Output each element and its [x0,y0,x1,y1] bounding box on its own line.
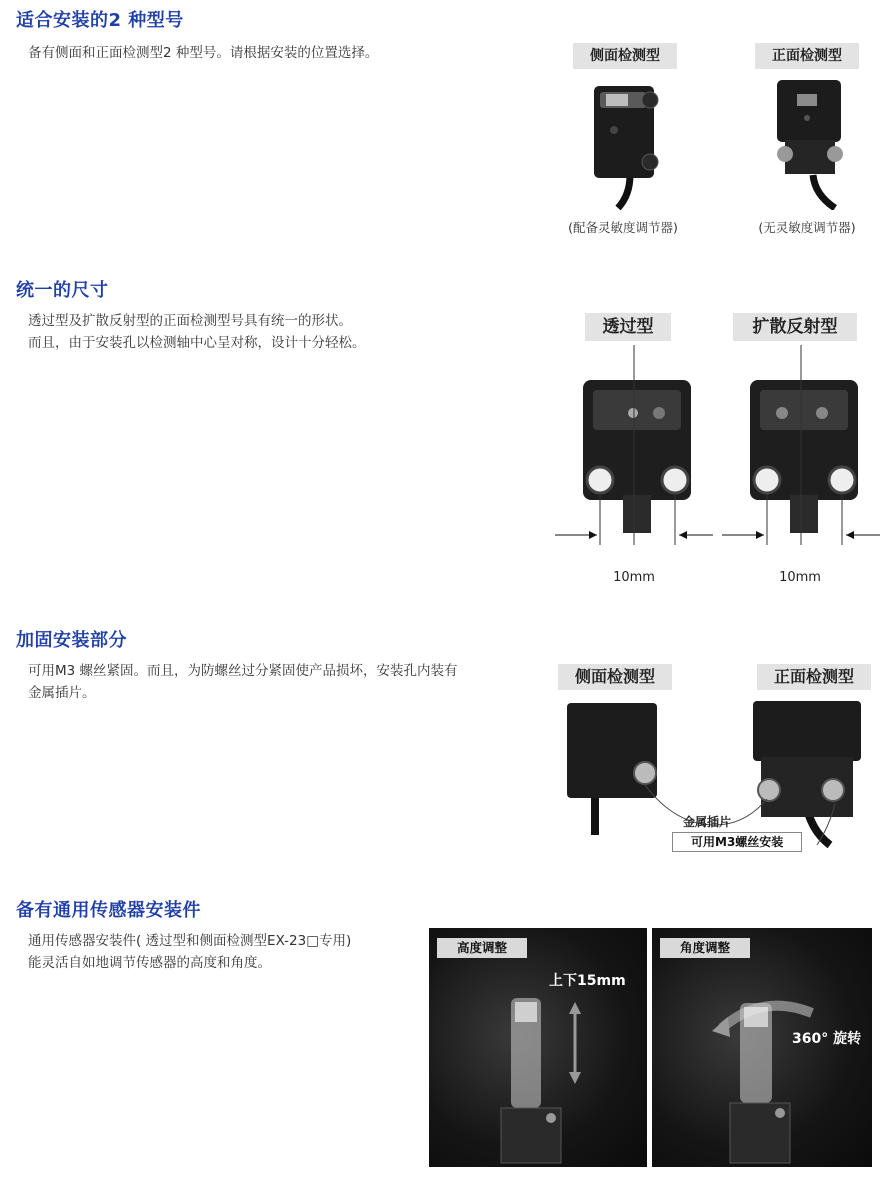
tag-diffuse-reflective: 扩散反射型 [733,313,857,341]
photo-caption: 上下15mm [549,973,626,989]
caption-without-adjuster: (无灵敏度调节器) [758,220,856,235]
bracket-rotation-illustration [702,973,852,1167]
caption-with-adjuster: (配备灵敏度调节器) [568,220,678,235]
section-universal-bracket [0,890,890,1193]
photo-angle-adjust [652,928,872,1167]
front-detect-sensor-image [765,80,855,210]
callout-m3-screw: 可用M3螺丝安装 [672,832,802,852]
through-beam-sensor-diagram [555,345,715,545]
diffuse-reflective-sensor-diagram [722,345,882,545]
section-title: 加固安装部分 [16,630,127,651]
section-text: 备有侧面和正面检测型2 种型号。请根据安装的位置选择。 [28,45,379,61]
tag-through-beam: 透过型 [585,313,671,341]
section-reinforced-mount [0,620,890,870]
photo-label: 高度调整 [437,938,527,958]
section-text: 通用传感器安装件( 透过型和侧面检测型EX-23□专用) 能灵活自如地调节传感器的高度和角度。 [28,933,352,971]
section-uniform-size [0,270,890,600]
bracket-height-illustration [489,978,609,1167]
photo-caption: 360° 旋转 [792,1031,862,1047]
tag-side-detect: 侧面检测型 [573,43,677,69]
dimension-label-diffuse: 10mm [779,570,821,585]
photo-height-adjust [429,928,647,1167]
photo-label: 角度调整 [660,938,750,958]
mounting-inserts-image [555,695,875,855]
section-text: 透过型及扩散反射型的正面检测型号具有统一的形状。 而且，由于安装孔以检测轴中心呈对称，设计十分轻松。 [28,313,366,351]
tag-front-detect: 正面检测型 [757,664,871,690]
side-detect-sensor-image [578,80,668,210]
section-title: 适合安装的2 种型号 [16,10,184,31]
tag-side-detect: 侧面检测型 [558,664,672,690]
section-two-models [0,0,890,250]
dimension-label-through: 10mm [613,570,655,585]
tag-front-detect: 正面检测型 [755,43,859,69]
section-text: 可用M3 螺丝紧固。而且，为防螺丝过分紧固使产品损坏，安装孔内装有 金属插片。 [28,663,458,701]
section-title: 备有通用传感器安装件 [16,900,201,921]
section-title: 统一的尺寸 [16,280,109,301]
callout-metal-insert: 金属插片 [682,815,731,829]
